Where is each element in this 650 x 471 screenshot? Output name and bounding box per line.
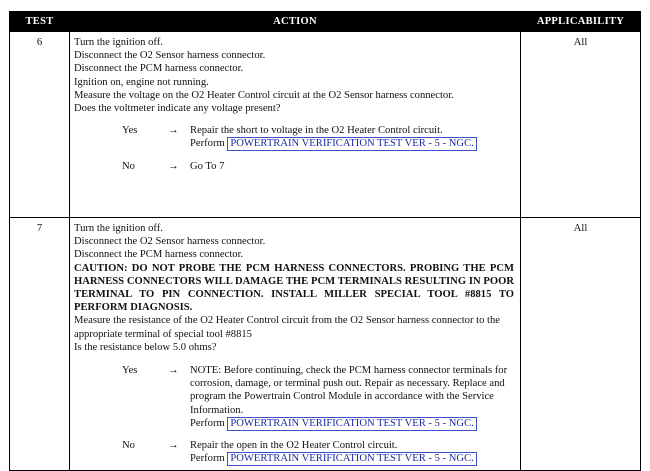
yes-response — [74, 364, 514, 431]
step: Turn the ignition off. — [74, 223, 163, 234]
no-response — [74, 439, 514, 466]
action-cell — [70, 32, 521, 218]
yes-body — [190, 364, 514, 431]
no-text: Go To 7 — [190, 161, 225, 173]
verification-test-link[interactable]: POWERTRAIN VERIFICATION TEST VER - 5 - NGC. — [227, 137, 476, 151]
question: Is the resistance below 5.0 ohms? — [74, 341, 217, 353]
no-text: Repair the open in the O2 Heater Control circuit. — [190, 439, 398, 451]
no-label: No — [122, 161, 135, 173]
test-number: 6 — [10, 32, 70, 218]
perform-label: Perform — [190, 453, 225, 465]
header-test: TEST — [10, 12, 70, 32]
arrow-icon: → — [168, 365, 179, 377]
perform-line — [190, 137, 514, 151]
no-label: No — [122, 439, 135, 451]
perform-label: Perform — [190, 417, 225, 429]
question: Does the voltmeter indicate any voltage present? — [74, 103, 281, 115]
header-action: ACTION — [70, 12, 521, 32]
action-cell — [70, 218, 521, 471]
header-applicability: APPLICABILITY — [521, 12, 641, 32]
test-number: 7 — [10, 218, 70, 471]
arrow-icon: → — [168, 439, 179, 451]
step: Turn the ignition off. — [74, 37, 163, 48]
no-response — [74, 160, 514, 173]
step: Measure the voltage on the O2 Heater Control circuit at the O2 Sensor harness connector. — [74, 89, 454, 101]
step: Disconnect the O2 Sensor harness connector. — [74, 50, 266, 62]
perform-line — [190, 452, 514, 466]
arrow-icon: → — [168, 125, 179, 137]
no-body — [190, 439, 514, 466]
step: Disconnect the PCM harness connector. — [74, 63, 244, 75]
yes-text: Repair the short to voltage in the O2 Heater Control circuit. — [190, 125, 443, 137]
caution-text: CAUTION: DO NOT PROBE THE PCM HARNESS CONNECTORS. PROBING THE PCM HARNESS CONNECTORS WILL DAMAGE THE PCM TERMINALS RESULTING IN POOR TERMINAL TO PIN CONNECTION. INSTALL MILLER SPECIAL TOOL #8815 TO PERFORM DIAGNOSIS. — [74, 262, 514, 314]
perform-label: Perform — [190, 138, 225, 150]
step: Measure the resistance of the O2 Heater Control circuit from the O2 Sensor harness connector to the appropriate terminal of special tool #8815 — [74, 315, 500, 340]
applicability-value: All — [521, 32, 641, 218]
table-header-row — [10, 12, 641, 32]
verification-test-link[interactable]: POWERTRAIN VERIFICATION TEST VER - 5 - NGC. — [227, 452, 476, 466]
applicability-value: All — [521, 218, 641, 471]
yes-response — [74, 124, 514, 151]
yes-body — [190, 124, 514, 151]
perform-line — [190, 417, 514, 431]
yes-label: Yes — [122, 125, 138, 137]
table-row-test-7 — [10, 218, 641, 471]
step: Disconnect the PCM harness connector. — [74, 249, 244, 261]
step: Disconnect the O2 Sensor harness connector. — [74, 236, 266, 248]
yes-label: Yes — [122, 365, 138, 377]
table-row-test-6 — [10, 32, 641, 218]
verification-test-link[interactable]: POWERTRAIN VERIFICATION TEST VER - 5 - NGC. — [227, 417, 476, 431]
diagnostic-procedure-table — [9, 11, 641, 471]
note-text: NOTE: Before continuing, check the PCM harness connector terminals for corrosion, damage, or terminal push out. Repair as necessary. Replace and program the Powertrain Control Module in accordance with the Service Information. — [190, 365, 508, 416]
step: Ignition on, engine not running. — [74, 76, 209, 88]
arrow-icon: → — [168, 161, 179, 173]
